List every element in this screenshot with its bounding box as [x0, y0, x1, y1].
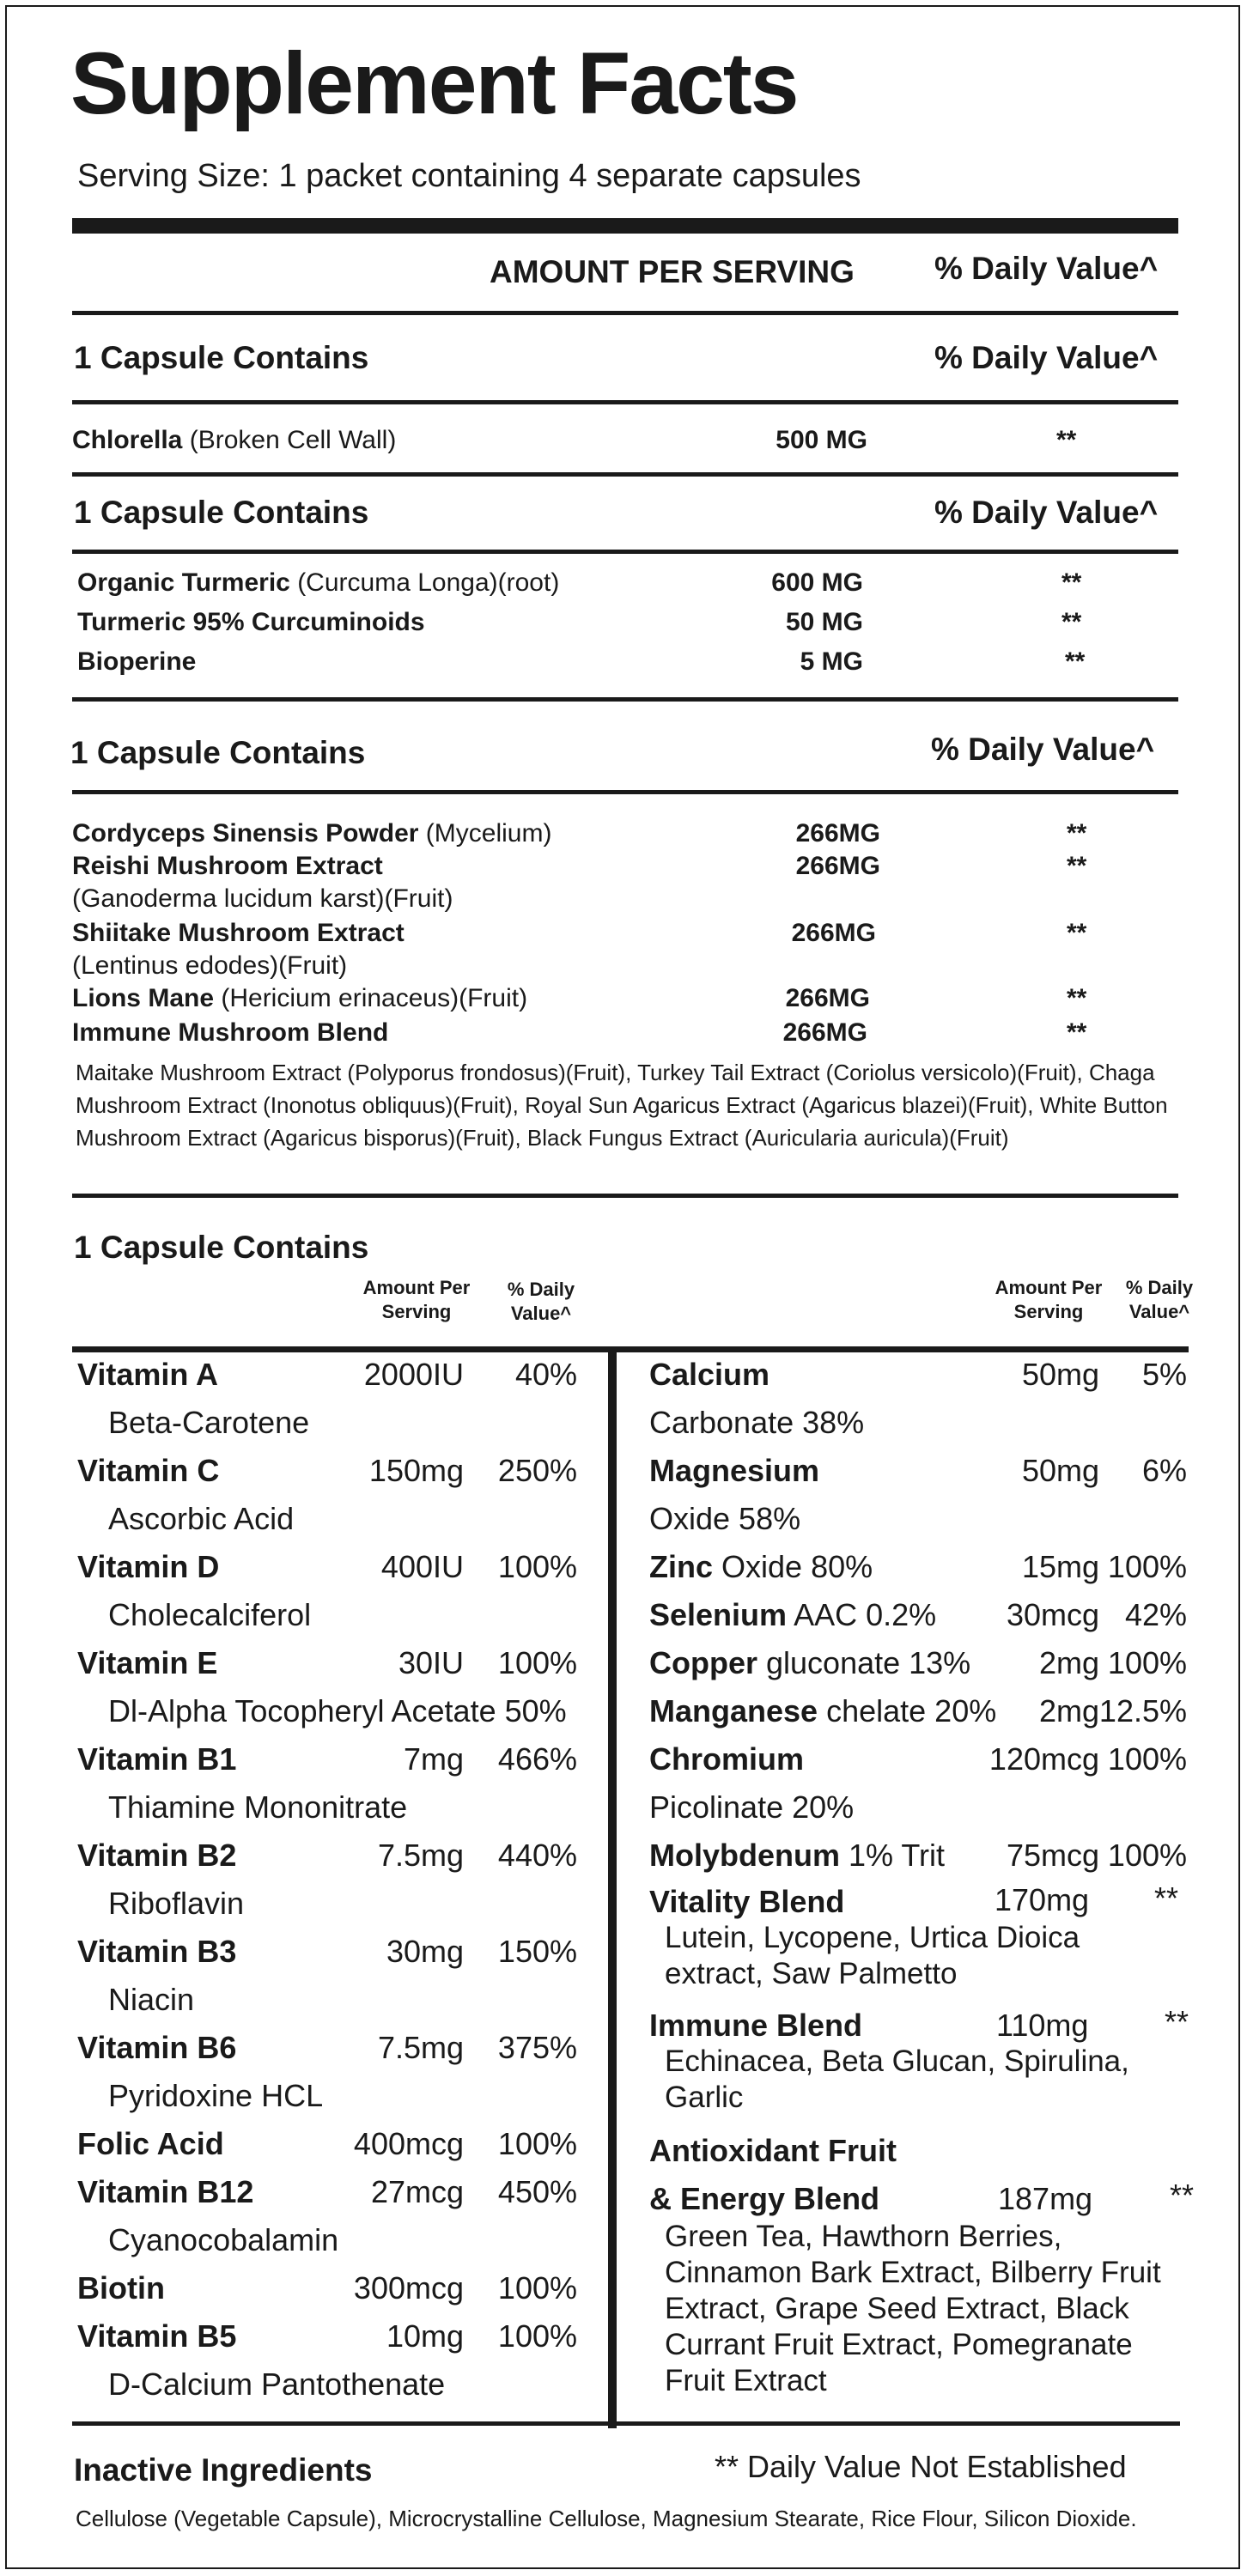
divider: [72, 790, 1178, 794]
mineral-name: [649, 1597, 936, 1633]
vitamin-dv: 100%: [497, 2126, 577, 2161]
ingredient-row: Turmeric 95% Curcuminoids: [77, 608, 425, 636]
immune-blend-ingredients: Echinacea, Beta Glucan, Spirulina, Garlic: [665, 2044, 1129, 2114]
ingredient-row: Chlorella (Broken Cell Wall): [72, 426, 397, 454]
mineral-amount: 75mcg: [1006, 1838, 1099, 1873]
ingredient-row: Organic Turmeric (Curcuma Longa)(root): [77, 568, 560, 597]
mineral-dv: 42%: [1124, 1597, 1187, 1632]
ingredient-amount: 266MG: [791, 919, 876, 947]
vitamin-name: Vitamin B12: [77, 2174, 254, 2209]
vitamin-dv: 466%: [497, 1741, 577, 1777]
amount-per-serving-header: AMOUNT PER SERVING: [490, 254, 855, 289]
mineral-form: Carbonate 38%: [649, 1405, 865, 1440]
vitamin-form: Riboflavin: [108, 1886, 245, 1921]
serving-size: Serving Size: 1 packet containing 4 separate capsules: [77, 158, 861, 194]
dv-column-header: % Daily Value^: [507, 1279, 575, 1324]
vitamin-name: Vitamin B3: [77, 1934, 237, 1969]
vitamin-name: Vitamin B6: [77, 2030, 237, 2065]
vitamin-form: Beta-Carotene: [108, 1405, 310, 1440]
ingredient-dv: **: [1067, 852, 1087, 880]
antioxidant-blend-ingredients: Green Tea, Hawthorn Berries, Cinnamon Bark Extract, Bilberry Fruit Extract, Grape Seed Extract, Black Currant Fruit Extract, Pomegranate Fruit Extract: [665, 2220, 1161, 2397]
section-dv-label: % Daily Value^: [931, 732, 1155, 767]
mineral-amount: 120mcg: [988, 1741, 1099, 1777]
mineral-name-bold: Magnesium: [649, 1453, 820, 1488]
mineral-name-bold: Copper: [649, 1645, 757, 1680]
vitamin-name: Vitamin E: [77, 1645, 218, 1680]
section-dv-label: % Daily Value^: [934, 340, 1159, 375]
antioxidant-blend-row-2: & Energy Blend: [649, 2181, 880, 2216]
mineral-form-inline: 1% Trit: [840, 1838, 946, 1873]
vitamin-amount: 150mg: [368, 1453, 464, 1488]
mineral-name: [649, 1645, 970, 1681]
mineral-dv: 12.5%: [1098, 1693, 1187, 1728]
mineral-form-inline: gluconate 13%: [757, 1645, 971, 1680]
ingredient-row: Immune Mushroom Blend: [72, 1018, 389, 1047]
vitamin-amount: 30mg: [386, 1934, 464, 1969]
divider: [72, 697, 1178, 702]
vitamin-name: Vitamin A: [77, 1357, 219, 1392]
antioxidant-blend-dv: **: [1170, 2178, 1195, 2213]
vitamin-form: D-Calcium Pantothenate: [108, 2366, 446, 2402]
mineral-name: [649, 1838, 945, 1874]
mineral-name-bold: Molybdenum: [649, 1838, 840, 1873]
daily-value-note: ** Daily Value Not Established: [715, 2449, 1127, 2484]
mineral-name: [649, 1741, 804, 1777]
vitamin-form: Pyridoxine HCL: [108, 2078, 324, 2113]
ingredient-dv: **: [1061, 568, 1082, 597]
section-heading: 1 Capsule Contains: [74, 340, 369, 375]
mineral-name-bold: Calcium: [649, 1357, 770, 1392]
vitamin-amount: 300mcg: [353, 2270, 464, 2306]
immune-blend-row: Immune Blend: [649, 2008, 863, 2043]
mineral-name: [649, 1549, 873, 1585]
ingredient-row: Cordyceps Sinensis Powder (Mycelium): [72, 819, 552, 848]
dv-column-header: % Daily Value^: [1125, 1277, 1194, 1322]
ingredient-dv: **: [1056, 426, 1077, 454]
vitamin-name: Vitamin B2: [77, 1838, 237, 1873]
mineral-form: Oxide 58%: [649, 1501, 801, 1536]
ingredient-amount: 600 MG: [771, 568, 863, 597]
vitamin-dv: 450%: [497, 2174, 577, 2209]
inactive-ingredients-list: Cellulose (Vegetable Capsule), Microcrystalline Cellulose, Magnesium Stearate, Rice Flour, Silicon Dioxide.: [76, 2506, 1137, 2531]
ingredient-dv: **: [1067, 819, 1087, 848]
vitamin-dv: 375%: [497, 2030, 577, 2065]
vitamin-amount: 30IU: [398, 1645, 464, 1680]
amount-column-header: Amount Per Serving: [995, 1277, 1103, 1322]
vitamin-form: Cholecalciferol: [108, 1597, 312, 1632]
mineral-amount: 15mg: [1021, 1549, 1099, 1584]
vitamin-dv: 100%: [497, 1549, 577, 1584]
ingredient-subtext: (Ganoderma lucidum karst)(Fruit): [72, 884, 453, 913]
ingredient-amount: 266MG: [795, 819, 880, 848]
mineral-dv: 100%: [1107, 1645, 1187, 1680]
page-title: Supplement Facts: [70, 34, 798, 132]
mushroom-blend-ingredients: Maitake Mushroom Extract (Polyporus frondosus)(Fruit), Turkey Tail Extract (Coriolus versicolo)(Fruit), Chaga Mushroom Extract (Inonotus obliquus)(Fruit), Royal Sun Agaricus Extract (Agaricus blazei)(Fruit), White Button Mushroom Extract (Agaricus bisporus)(Fruit), Black Fungus Extract (Auricularia auricula)(Fruit): [76, 1060, 1168, 1151]
ingredient-row: Lions Mane (Hericium erinaceus)(Fruit): [72, 984, 528, 1012]
mineral-name-bold: Selenium: [649, 1597, 788, 1632]
vitamin-dv: 150%: [497, 1934, 577, 1969]
daily-value-header: % Daily Value^: [934, 251, 1159, 286]
vitamin-name: Folic Acid: [77, 2126, 224, 2161]
ingredient-amount: 500 MG: [776, 426, 867, 454]
vitality-blend-amount: 170mg: [995, 1882, 1090, 1917]
section-heading: 1 Capsule Contains: [70, 735, 366, 770]
ingredient-dv: **: [1067, 1018, 1087, 1047]
divider: [72, 311, 1178, 315]
ingredient-amount: 50 MG: [785, 608, 863, 636]
mineral-form-inline: AAC 0.2%: [787, 1597, 937, 1632]
vitamin-dv: 100%: [497, 2318, 577, 2354]
vitamin-form: Niacin: [108, 1982, 195, 2017]
mineral-name-bold: Zinc: [649, 1549, 714, 1584]
divider: [72, 472, 1178, 477]
immune-blend-amount: 110mg: [996, 2008, 1089, 2043]
immune-blend-dv: **: [1165, 2004, 1189, 2039]
ingredient-dv: **: [1067, 919, 1087, 947]
mineral-amount: 2mg: [1038, 1645, 1099, 1680]
vitamin-form: Ascorbic Acid: [108, 1501, 295, 1536]
ingredient-row: Reishi Mushroom Extract: [72, 852, 383, 880]
section-heading: 1 Capsule Contains: [74, 495, 369, 530]
ingredient-amount: 266MG: [785, 984, 870, 1012]
antioxidant-blend-row: Antioxidant Fruit: [649, 2133, 897, 2168]
vitamin-amount: 400mcg: [353, 2126, 464, 2161]
mineral-amount: 2mg: [1038, 1693, 1099, 1728]
mineral-name-bold: Manganese: [649, 1693, 818, 1728]
vitamin-form: Dl-Alpha Tocopheryl Acetate 50%: [108, 1693, 567, 1728]
vitamin-amount: 2000IU: [363, 1357, 464, 1392]
vitamin-dv: 440%: [497, 1838, 577, 1873]
mineral-dv: 6%: [1141, 1453, 1187, 1488]
mineral-name-bold: Chromium: [649, 1741, 804, 1777]
vitamin-name: Vitamin C: [77, 1453, 220, 1488]
divider: [72, 2421, 1180, 2426]
mineral-name: [649, 1693, 996, 1729]
vitamin-form: Cyanocobalamin: [108, 2222, 339, 2257]
ingredient-amount: 5 MG: [800, 647, 863, 676]
thick-divider: [72, 218, 1178, 234]
vitamin-name: Vitamin B1: [77, 1741, 237, 1777]
mineral-name: [649, 1453, 819, 1489]
mineral-dv: 5%: [1141, 1357, 1187, 1392]
ingredient-amount: 266MG: [795, 852, 880, 880]
mineral-dv: 100%: [1107, 1838, 1187, 1873]
section-dv-label: % Daily Value^: [934, 495, 1159, 530]
mineral-form-inline: chelate 20%: [818, 1693, 997, 1728]
mineral-amount: 30mcg: [1006, 1597, 1099, 1632]
vitamin-amount: 7mg: [403, 1741, 464, 1777]
vitality-blend-row: Vitality Blend: [649, 1884, 845, 1919]
vitamin-amount: 27mcg: [370, 2174, 464, 2209]
vitality-blend-dv: **: [1154, 1880, 1179, 1916]
section-heading: 1 Capsule Contains: [74, 1230, 369, 1265]
ingredient-subtext: (Lentinus edodes)(Fruit): [72, 951, 348, 980]
vitamin-name: Biotin: [77, 2270, 165, 2306]
ingredient-dv: **: [1067, 984, 1087, 1012]
antioxidant-blend-amount: 187mg: [998, 2181, 1093, 2216]
mineral-amount: 50mg: [1021, 1453, 1099, 1488]
inactive-ingredients-title: Inactive Ingredients: [74, 2452, 373, 2488]
ingredient-row: Shiitake Mushroom Extract: [72, 919, 405, 947]
ingredient-amount: 266MG: [782, 1018, 867, 1047]
vitamin-amount: 10mg: [386, 2318, 464, 2354]
vitamin-amount: 7.5mg: [377, 1838, 464, 1873]
divider: [72, 1194, 1178, 1198]
vitamin-form: Thiamine Mononitrate: [108, 1789, 408, 1825]
vitality-blend-ingredients: Lutein, Lycopene, Urtica Dioica extract, Saw Palmetto: [665, 1921, 1080, 1990]
mineral-form-inline: Oxide 80%: [713, 1549, 873, 1584]
column-top-rule: [72, 1346, 1189, 1352]
mineral-dv: 100%: [1107, 1741, 1187, 1777]
vitamin-amount: 7.5mg: [377, 2030, 464, 2065]
ingredient-dv: **: [1061, 608, 1082, 636]
mineral-dv: 100%: [1107, 1549, 1187, 1584]
vitamin-dv: 100%: [497, 1645, 577, 1680]
mineral-name: [649, 1357, 769, 1393]
column-divider: [608, 1346, 617, 2428]
vitamin-dv: 250%: [497, 1453, 577, 1488]
mineral-amount: 50mg: [1021, 1357, 1099, 1392]
mineral-form: Picolinate 20%: [649, 1789, 855, 1825]
vitamin-dv: 40%: [514, 1357, 577, 1392]
vitamin-dv: 100%: [497, 2270, 577, 2306]
amount-column-header: Amount Per Serving: [362, 1277, 471, 1322]
divider: [72, 400, 1178, 404]
vitamin-name: Vitamin D: [77, 1549, 220, 1584]
vitamin-amount: 400IU: [380, 1549, 464, 1584]
vitamin-name: Vitamin B5: [77, 2318, 237, 2354]
ingredient-dv: **: [1065, 647, 1086, 676]
ingredient-row: Bioperine: [77, 647, 197, 676]
divider: [72, 550, 1178, 554]
